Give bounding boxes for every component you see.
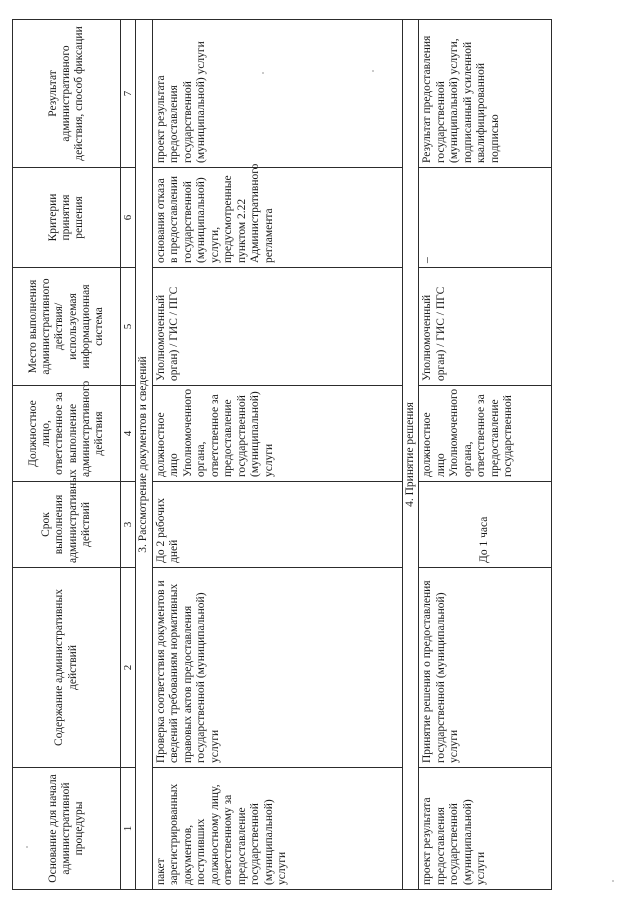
header-cell: Должностное лицо, ответственное за выполнение административного действия <box>13 386 121 482</box>
section-title-row <box>402 20 419 890</box>
admin-procedures-table <box>12 19 552 890</box>
table-row <box>152 20 402 890</box>
table-cell: проект результата предоставления государственной (муниципальной) услуги <box>152 20 402 168</box>
header-cell: Основание для начала административной процедуры <box>13 768 121 890</box>
table-cell: пакет зарегистрированных документов, поступивших должностному лицу, ответственному за предоставление государственной (муниципальной) услуги <box>152 768 402 890</box>
table-cell: Результат предоставления государственной (муниципальной) услуги, подписанный усиленной квалифицированной подписью <box>419 20 552 168</box>
column-number: 6 <box>121 168 136 268</box>
section-title: 4. Принятие решения <box>402 20 419 890</box>
header-cell: Содержание административных действий <box>13 568 121 768</box>
table-cell: должностное лицо Уполномоченного органа, ответственное за предоставление государственной (муниципальной) услуги <box>152 386 402 482</box>
table-cell: Уполномоченный орган) / ГИС / ПГС <box>419 268 552 386</box>
header-cell: Место выполнения административного действия/ используемая информационная система <box>13 268 121 386</box>
column-number: 2 <box>121 568 136 768</box>
table-row <box>419 20 552 890</box>
table-cell: До 2 рабочих дней <box>152 482 402 568</box>
header-row <box>13 20 121 890</box>
table-cell: Проверка соответствия документов и сведений требованиям нормативных правовых актов предоставления государственной (муниципальной) услуги <box>152 568 402 768</box>
table-cell: основания отказа в предоставлении государственной (муниципальной) услуги, предусмотренные пунктом 2.22 Административного регламента <box>152 168 402 268</box>
column-number: 7 <box>121 20 136 168</box>
header-cell: Срок выполнения административных действий <box>13 482 121 568</box>
column-number-row <box>121 20 136 890</box>
table-cell: должностное лицо Уполномоченного органа, ответственное за предоставление государственной <box>419 386 552 482</box>
rotated-table-container <box>12 20 552 890</box>
column-number: 1 <box>121 768 136 890</box>
column-number: 3 <box>121 482 136 568</box>
column-number: 4 <box>121 386 136 482</box>
header-cell: Результат административного действия, способ фиксации <box>13 20 121 168</box>
section-title: 3. Рассмотрение документов и сведений <box>136 20 153 890</box>
section-title-row <box>136 20 153 890</box>
scan-speck <box>612 880 614 882</box>
table-cell: Уполномоченный орган) / ГИС / ПГС <box>152 268 402 386</box>
table-cell: До 1 часа <box>419 482 552 568</box>
header-cell: Критерии принятия решения <box>13 168 121 268</box>
table-cell: проект результата предоставления государственной (муниципальной) услуги <box>419 768 552 890</box>
table-cell: – <box>419 168 552 268</box>
table-cell: Принятие решения о предоставления государственной (муниципальной) услуги <box>419 568 552 768</box>
column-number: 5 <box>121 268 136 386</box>
